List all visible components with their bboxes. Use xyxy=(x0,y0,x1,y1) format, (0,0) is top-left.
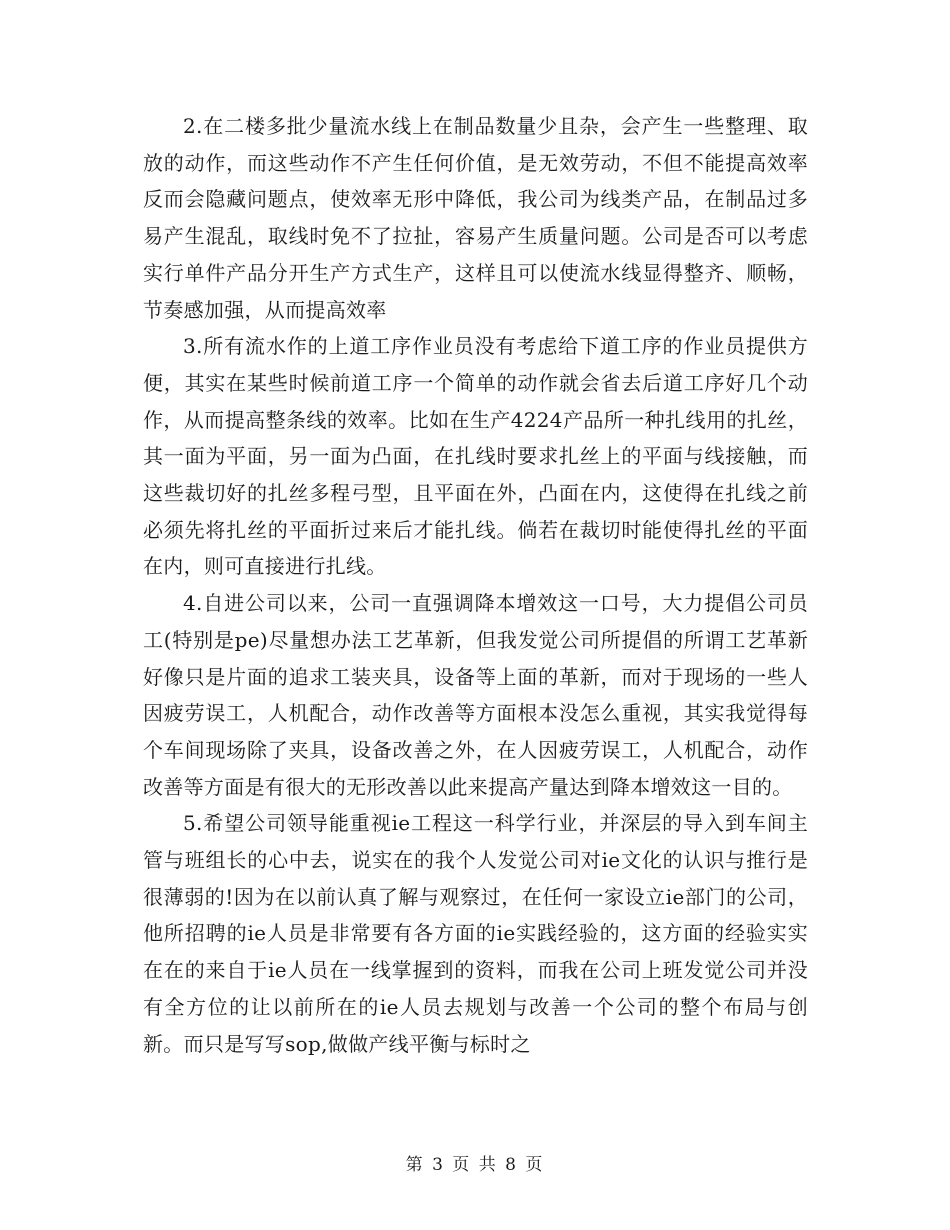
document-body xyxy=(143,108,808,1062)
paragraph-4: 4.自进公司以来，公司一直强调降本增效这一口号，大力提倡公司员工(特别是pe)尽量想办法工艺革新，但我发觉公司所提倡的所谓工艺革新好像只是片面的追求工装夹具，设备等上面的革新，而对于现场的一些人因疲劳误工，人机配合，动作改善等方面根本没怎么重视，其实我觉得每个车间现场除了夹具，设备改善之外，在人因疲劳误工，人机配合，动作改善等方面是有很大的无形改善以此来提高产量达到降本增效这一目的。 xyxy=(143,591,808,799)
page-number-footer: 第 3 页 共 8 页 xyxy=(405,1155,545,1175)
paragraph-5: 5.希望公司领导能重视ie工程这一科学行业，并深层的导入到车间主管与班组长的心中去，说实在的我个人发觉公司对ie文化的认识与推行是很薄弱的!因为在以前认真了解与观察过，在任何一家设立ie部门的公司，他所招聘的ie人员是非常要有各方面的ie实践经验的，这方面的经验实实在在的来自于ie人员在一线掌握到的资料，而我在公司上班发觉公司并没有全方位的让以前所在的ie人员去规划与改善一个公司的整个布局与创新。而只是写写sop,做做产线平衡与标时之 xyxy=(143,811,808,1056)
paragraph-3: 3.所有流水作的上道工序作业员没有考虑给下道工序的作业员提供方便，其实在某些时候前道工序一个简单的动作就会省去后道工序好几个动作，从而提高整条线的效率。比如在生产4224产品所一种扎线用的扎丝，其一面为平面，另一面为凸面，在扎线时要求扎丝上的平面与线接触，而这些裁切好的扎丝多程弓型，且平面在外，凸面在内，这使得在扎线之前必须先将扎丝的平面折过来后才能扎线。倘若在裁切时能使得扎丝的平面在内，则可直接进行扎线。 xyxy=(143,334,808,579)
paragraph-2: 2.在二楼多批少量流水线上在制品数量少且杂，会产生一些整理、取放的动作，而这些动作不产生任何价值，是无效劳动，不但不能提高效率反而会隐藏问题点，使效率无形中降低，我公司为线类产品，在制品过多易产生混乱，取线时免不了拉扯，容易产生质量问题。公司是否可以考虑实行单件产品分开生产方式生产，这样且可以使流水线显得整齐、顺畅，节奏感加强，从而提高效率 xyxy=(143,114,808,322)
